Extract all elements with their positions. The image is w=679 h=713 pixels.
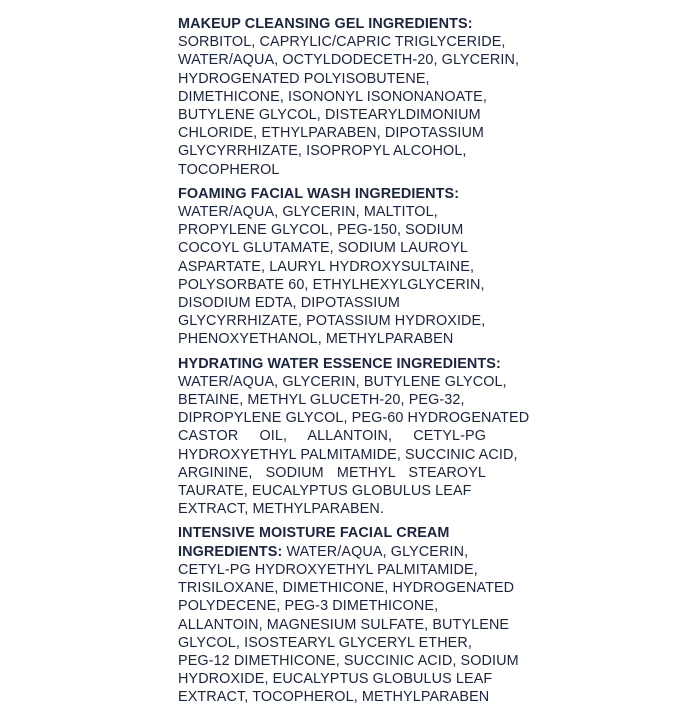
ingredient-line: PROPYLENE GLYCOL, PEG-150, SODIUM: [178, 222, 464, 239]
ingredient-line: TOCOPHEROL: [178, 161, 280, 178]
section-heading: FOAMING FACIAL WASH INGREDIENTS:: [178, 185, 460, 202]
ingredient-line: WATER/AQUA, GLYCERIN, BUTYLENE GLYCOL,: [178, 373, 507, 390]
ingredient-line: GLYCYRRHIZATE, POTASSIUM HYDROXIDE,: [178, 313, 486, 330]
ingredient-line: TRISILOXANE, DIMETHICONE, HYDROGENATED: [178, 580, 515, 597]
ingredient-line: ALLANTOIN, MAGNESIUM SULFATE, BUTYLENE: [178, 616, 510, 633]
ingredient-line: [178, 543, 498, 561]
ingredient-line: TAURATE, EUCALYPTUS GLOBULUS LEAF: [178, 483, 472, 500]
ingredient-line: CHLORIDE, ETHYLPARABEN, DIPOTASSIUM: [178, 125, 485, 142]
section-heading: MAKEUP CLEANSING GEL INGREDIENTS:: [178, 16, 473, 32]
section-heading: INTENSIVE MOISTURE FACIAL CREAM: [178, 525, 450, 542]
section-heading: INGREDIENTS:: [178, 543, 283, 560]
ingredient-line: HYDROXIDE, EUCALYPTUS GLOBULUS LEAF: [178, 671, 493, 688]
ingredient-line: DIPROPYLENE GLYCOL, PEG-60 HYDROGENATED: [178, 410, 530, 427]
ingredient-line: GLYCYRRHIZATE, ISOPROPYL ALCOHOL,: [178, 143, 467, 160]
ingredient-text: WATER/AQUA, GLYCERIN,: [282, 543, 469, 560]
ingredient-line: ARGININE, SODIUM METHYL STEAROYL: [178, 464, 486, 481]
ingredient-line: WATER/AQUA, GLYCERIN, MALTITOL,: [178, 204, 438, 221]
ingredient-line: CETYL-PG HYDROXYETHYL PALMITAMIDE,: [178, 561, 478, 578]
ingredient-line: EXTRACT, METHYLPARABEN.: [178, 501, 384, 518]
ingredient-line: PEG-12 DIMETHICONE, SUCCINIC ACID, SODIUM: [178, 652, 519, 669]
ingredient-line: HYDROXYETHYL PALMITAMIDE, SUCCINIC ACID,: [178, 446, 518, 463]
ingredient-line: DISODIUM EDTA, DIPOTASSIUM: [178, 295, 400, 312]
hydrating-water-essence-section: [178, 355, 530, 519]
ingredient-line: WATER/AQUA, OCTYLDODECETH-20, GLYCERIN,: [178, 52, 520, 69]
ingredient-line: PHENOXYETHANOL, METHYLPARABEN: [178, 331, 454, 348]
ingredient-line: BUTYLENE GLYCOL, DISTEARYLDIMONIUM: [178, 107, 481, 124]
intensive-moisture-facial-cream-section: [178, 524, 519, 706]
ingredients-panel: [178, 15, 530, 713]
ingredient-line: COCOYL GLUTAMATE, SODIUM LAUROYL: [178, 240, 468, 257]
section-heading: HYDRATING WATER ESSENCE INGREDIENTS:: [178, 355, 501, 372]
ingredient-line: EXTRACT, TOCOPHEROL, METHYLPARABEN: [178, 689, 490, 706]
foaming-facial-wash-section: [178, 185, 498, 349]
ingredient-line: SORBITOL, CAPRYLIC/CAPRIC TRIGLYCERIDE,: [178, 34, 506, 51]
ingredient-line: DIMETHICONE, ISONONYL ISONONANOATE,: [178, 88, 487, 105]
ingredient-line: CASTOR OIL, ALLANTOIN, CETYL-PG: [178, 428, 486, 445]
ingredient-line: GLYCOL, ISOSTEARYL GLYCERYL ETHER,: [178, 634, 472, 651]
makeup-cleansing-gel-section: [178, 15, 520, 179]
ingredient-line: ASPARTATE, LAURYL HYDROXYSULTAINE,: [178, 258, 475, 275]
ingredient-line: POLYDECENE, PEG-3 DIMETHICONE,: [178, 598, 439, 615]
ingredient-line: HYDROGENATED POLYISOBUTENE,: [178, 70, 430, 87]
ingredient-line: BETAINE, METHYL GLUCETH-20, PEG-32,: [178, 392, 465, 409]
ingredient-line: POLYSORBATE 60, ETHYLHEXYLGLYCERIN,: [178, 276, 485, 293]
